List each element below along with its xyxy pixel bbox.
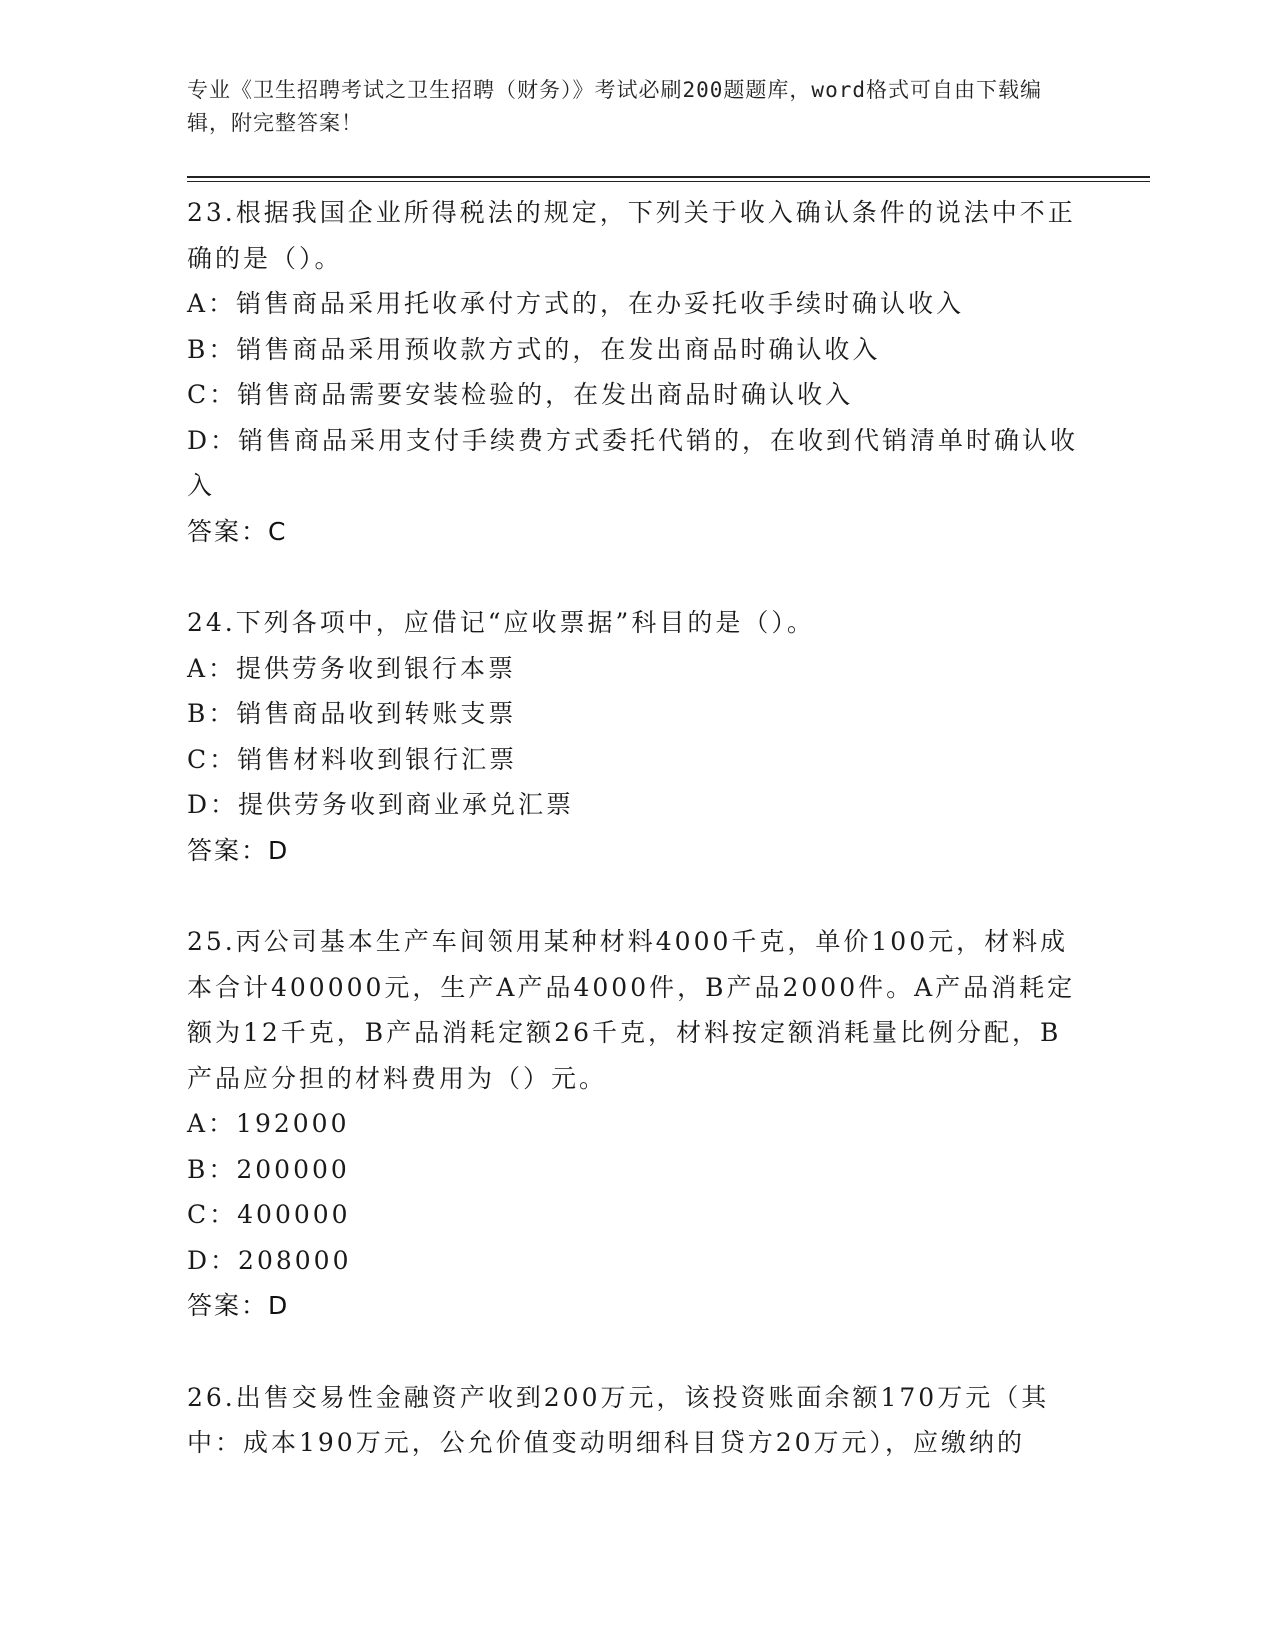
answer-line [187, 1283, 1087, 1329]
question-stem: 23.根据我国企业所得税法的规定，下列关于收入确认条件的说法中不正确的是（）。 [187, 198, 1076, 273]
answer-value: D [268, 1291, 288, 1320]
option-a: A：提供劳务收到银行本票 [187, 653, 517, 683]
option-b: B：销售商品采用预收款方式的，在发出商品时确认收入 [187, 334, 881, 364]
question-list [187, 190, 1087, 1512]
header-divider-thin [187, 181, 1150, 182]
question-stem: 24.下列各项中，应借记“应收票据”科目的是（）。 [187, 608, 815, 637]
option-d: D：208000 [187, 1245, 352, 1275]
question-23 [187, 190, 1087, 554]
answer-label: 答案： [187, 835, 269, 865]
option-b: B：200000 [187, 1154, 350, 1184]
question-24 [187, 600, 1087, 873]
option-d: D：提供劳务收到商业承兑汇票 [187, 790, 575, 819]
answer-label: 答案： [187, 516, 269, 546]
answer-line [187, 828, 1087, 874]
question-stem: 25.丙公司基本生产车间领用某种材料4000千克，单价100元，材料成本合计400000元，生产A产品4000件，B产品2000件。A产品消耗定额为12千克，B产品消耗定额26千克，材料按定额消耗量比例分配，B产品应分担的材料费用为（）元。 [187, 927, 1076, 1093]
option-c: C：销售商品需要安装检验的，在发出商品时确认收入 [187, 380, 854, 409]
document-header: 专业《卫生招聘考试之卫生招聘（财务）》考试必刷200题题库，word格式可自由下载编辑，附完整答案！ [187, 78, 1042, 135]
answer-value: C [268, 516, 286, 546]
header-divider-thick [187, 176, 1150, 178]
question-25 [187, 919, 1087, 1329]
answer-label: 答案： [187, 1291, 269, 1320]
option-b: B：销售商品收到转账支票 [187, 699, 517, 728]
option-a: A：销售商品采用托收承付方式的，在办妥托收手续时确认收入 [187, 289, 965, 318]
option-c: C：400000 [187, 1200, 351, 1229]
question-stem: 26.出售交易性金融资产收到200万元，该投资账面余额170万元（其中：成本190万元，公允价值变动明细科目贷方20万元），应缴纳的 [187, 1382, 1050, 1457]
option-c: C：销售材料收到银行汇票 [187, 744, 518, 774]
answer-line [187, 509, 1087, 555]
answer-value: D [268, 835, 288, 865]
question-26 [187, 1375, 1087, 1466]
option-a: A：192000 [187, 1109, 350, 1138]
option-d: D：销售商品采用支付手续费方式委托代销的，在收到代销清单时确认收入 [187, 425, 1079, 500]
